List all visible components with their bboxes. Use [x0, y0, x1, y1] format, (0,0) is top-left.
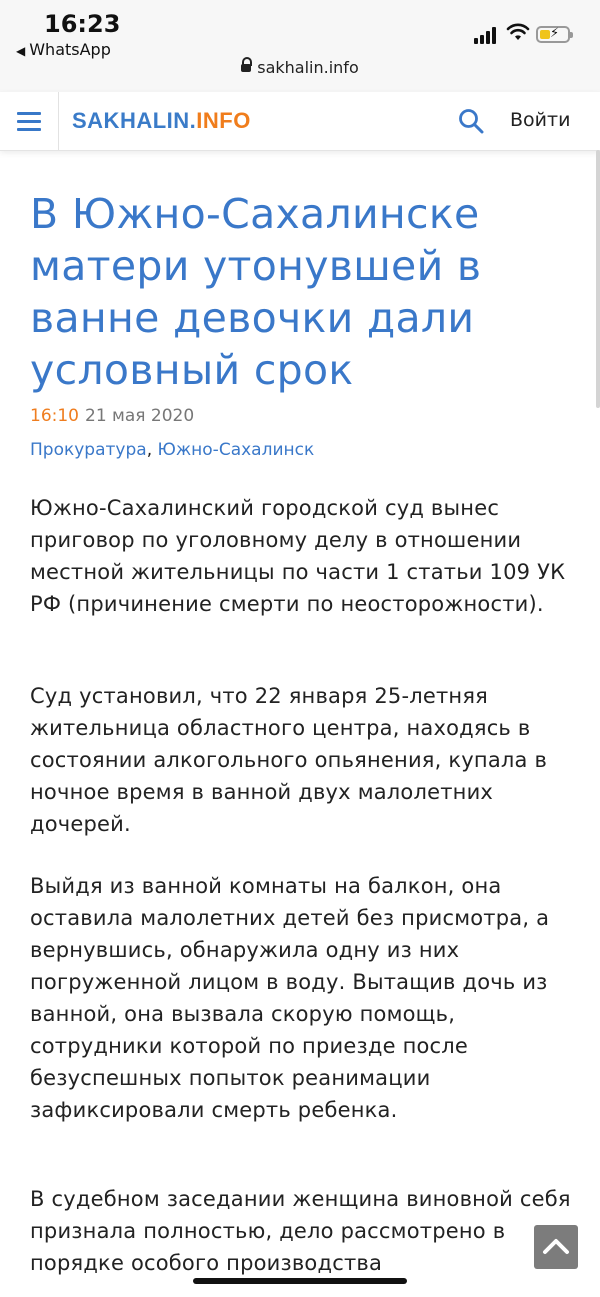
url-bar[interactable] [0, 58, 600, 77]
scrollbar[interactable] [596, 150, 600, 408]
tag-link-city[interactable]: Южно-Сахалинск [157, 440, 315, 460]
chevron-up-icon [542, 1235, 570, 1257]
site-header [0, 92, 600, 151]
back-triangle-icon: ◀ [16, 44, 26, 58]
search-icon[interactable] [458, 108, 484, 134]
status-bar [0, 0, 600, 92]
article-time: 16:10 [30, 406, 79, 426]
tag-link-prosecutor[interactable]: Прокуратура [30, 440, 147, 460]
logo-part-1: SAKHALIN. [72, 108, 197, 133]
article-meta [30, 406, 194, 426]
home-indicator[interactable] [193, 1278, 407, 1284]
scroll-to-top-button[interactable] [534, 1225, 578, 1269]
url-text: sakhalin.info [257, 58, 359, 77]
back-to-app-link[interactable] [16, 40, 111, 59]
cellular-signal-icon [474, 26, 500, 44]
site-logo[interactable] [72, 108, 251, 134]
status-time: 16:23 [44, 10, 121, 38]
article-date: 21 мая 2020 [85, 406, 195, 426]
login-button[interactable]: Войти [510, 109, 571, 131]
article-paragraph: В судебном заседании женщина виновной себя признала полностью, дело рассмотрено в порядке особого производства [30, 1187, 571, 1275]
article-tags [30, 440, 314, 460]
article-title: В Южно-Сахалинске матери утонувшей в ванне девочки дали условный срок [30, 190, 482, 394]
article-paragraph: Выйдя из ванной комнаты на балкон, она оставила малолетних детей без присмотра, а вернувшись, обнаружила одну из них погруженной лицом в воду. Вытащив дочь из ванной, она вызвала скорую помощь, сотрудники которой по приезде после безуспешных попыток реанимации зафиксировали смерть ребенка. [30, 874, 550, 1122]
tag-separator: , [146, 440, 158, 460]
logo-part-2: INFO [196, 108, 251, 133]
header-divider [58, 92, 59, 150]
hamburger-menu-icon[interactable] [17, 110, 41, 132]
battery-icon: ⚡ [536, 26, 570, 43]
back-app-label: WhatsApp [29, 40, 111, 59]
article-paragraph: Южно-Сахалинский городской суд вынес приговор по уголовному делу в отношении местной жительницы по части 1 статьи 109 УК РФ (причинение смерти по неосторожности). [30, 496, 566, 616]
lock-icon [241, 64, 251, 72]
article-paragraph: Суд установил, что 22 января 25-летняя жительница областного центра, находясь в состоянии алкогольного опьянения, купала в ночное время в ванной двух малолетних дочерей. [30, 684, 548, 836]
wifi-icon [506, 22, 530, 42]
